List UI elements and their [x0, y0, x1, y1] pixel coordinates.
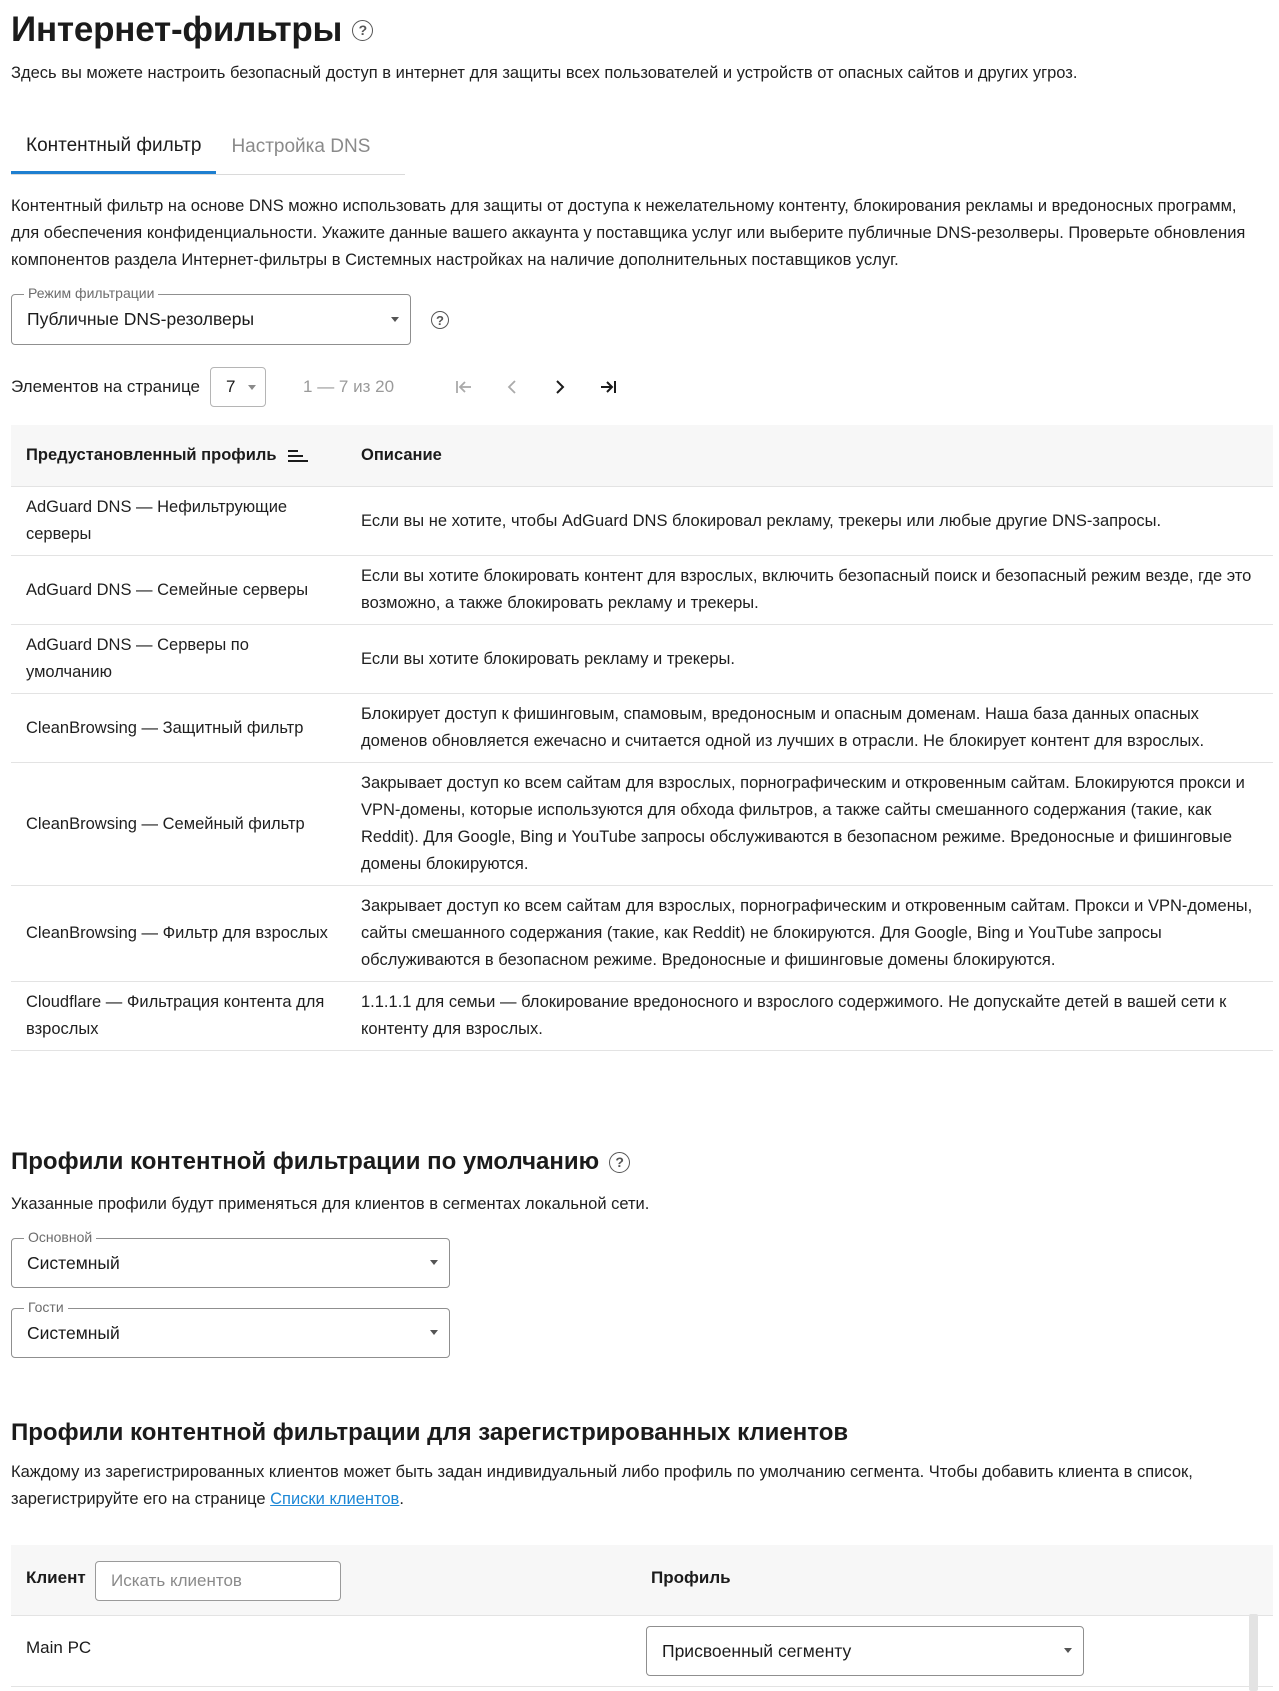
column-profile-label: Предустановленный профиль: [26, 446, 277, 464]
column-description: Описание: [346, 425, 1273, 487]
clients-table: [11, 1545, 1273, 1687]
profile-name: AdGuard DNS — Серверы по умолчанию: [11, 625, 346, 694]
items-per-page-value: 7: [226, 377, 236, 396]
profile-name: AdGuard DNS — Семейные серверы: [11, 556, 346, 625]
column-profile[interactable]: [11, 425, 346, 487]
filter-mode-legend: Режим фильтрации: [24, 285, 158, 301]
profile-description: Если вы хотите блокировать контент для взрослых, включить безопасный поиск и безопасный режим везде, где это возможно, а также блокировать рекламу и трекеры.: [346, 556, 1273, 625]
tab-content-filter[interactable]: Контентный фильтр: [11, 120, 216, 174]
guests-profile-select[interactable]: [11, 1299, 450, 1358]
profile-description: Если вы не хотите, чтобы AdGuard DNS блокировал рекламу, трекеры или любые другие DNS-запросы.: [346, 487, 1273, 556]
table-row: [11, 1616, 1273, 1687]
items-per-page-select[interactable]: [210, 367, 266, 407]
table-row: [11, 763, 1273, 886]
dropdown-arrow-icon: [430, 1260, 438, 1265]
table-row: [11, 886, 1273, 982]
dropdown-arrow-icon: [391, 317, 399, 322]
profile-name: CleanBrowsing — Семейный фильтр: [11, 763, 346, 886]
profile-description: Блокирует доступ к фишинговым, спамовым, вредоносным и опасным доменам. Наша база данных опасных доменов обновляется ежечасно и считается одной из лучших в отрасли. Не блокирует контент для взрослых.: [346, 694, 1273, 763]
next-page-icon[interactable]: [536, 367, 584, 407]
client-profile-select[interactable]: [646, 1626, 1084, 1676]
profiles-table: [11, 425, 1273, 1051]
dropdown-arrow-icon: [248, 385, 256, 390]
dropdown-arrow-icon: [430, 1330, 438, 1335]
registered-title-row: [11, 1419, 848, 1447]
prev-page-icon[interactable]: [488, 367, 536, 407]
profiles-table-header: [11, 425, 1273, 487]
column-profile: Профиль: [651, 1568, 731, 1587]
table-row: [11, 982, 1273, 1051]
registered-description-text: Каждому из зарегистрированных клиентов может быть задан индивидуальный либо профиль по умолчанию сегмента. Чтобы добавить клиента в список, зарегистрируйте его на странице: [11, 1463, 1193, 1508]
registered-description-end: .: [399, 1490, 404, 1508]
default-profiles-description: Указанные профили будут применяться для клиентов в сегментах локальной сети.: [11, 1195, 650, 1213]
page-title: Интернет-фильтры: [11, 10, 343, 49]
registered-title: Профили контентной фильтрации для зарегистрированных клиентов: [11, 1419, 849, 1446]
sort-icon[interactable]: [288, 449, 308, 463]
default-profiles-title-row: [11, 1148, 630, 1176]
main-profile-select[interactable]: [11, 1229, 450, 1288]
filter-mode-help-icon[interactable]: ?: [431, 311, 449, 329]
profile-name: AdGuard DNS — Нефильтрующие серверы: [11, 487, 346, 556]
default-profiles-title: Профили контентной фильтрации по умолчанию: [11, 1148, 600, 1175]
client-profile-value: Присвоенный сегменту: [662, 1640, 852, 1661]
profile-name: CleanBrowsing — Фильтр для взрослых: [11, 886, 346, 982]
client-lists-link[interactable]: Списки клиентов: [270, 1490, 400, 1508]
page-description: Здесь вы можете настроить безопасный доступ в интернет для защиты всех пользователей и устройств от опасных сайтов и других угроз.: [11, 64, 1078, 82]
registered-description: [11, 1459, 1261, 1513]
profile-name: Cloudflare — Фильтрация контента для взрослых: [11, 982, 346, 1051]
filter-mode-select[interactable]: [11, 285, 411, 345]
main-profile-value: Системный: [27, 1252, 120, 1273]
profile-description: Закрывает доступ ко всем сайтам для взрослых, порнографическим и откровенным сайтам. Блокируются прокси и VPN-домены, которые используются для обхода фильтров, а также сайты смешанного содержания (такие, как Reddit). Для Google, Bing и YouTube запросы обслуживаются в безопасном режиме. Вредоносные и фишинговые домены блокируются.: [346, 763, 1273, 886]
tab-bar: [11, 120, 405, 175]
profile-description: 1.1.1.1 для семьи — блокирование вредоносного и взрослого содержимого. Не допускайте детей в вашей сети к контенту для взрослых.: [346, 982, 1273, 1051]
guests-profile-legend: Гости: [24, 1299, 68, 1315]
table-row: [11, 694, 1273, 763]
clients-table-header: [11, 1545, 1273, 1616]
profile-description: Закрывает доступ ко всем сайтам для взрослых, порнографическим и откровенным сайтам. Прокси и VPN-домены, сайты смешанного содержания (такие, как Reddit) не блокируются. Для Google, Bing и YouTube запросы обслуживаются в безопасном режиме. Вредоносные и фишинговые домены блокируются.: [346, 886, 1273, 982]
dropdown-arrow-icon: [1064, 1648, 1072, 1653]
pagination-range: 1 — 7 из 20: [303, 377, 395, 396]
pagination: [11, 367, 632, 407]
filter-mode-value: Публичные DNS-резолверы: [27, 309, 255, 329]
table-row: [11, 487, 1273, 556]
main-profile-legend: Основной: [24, 1229, 96, 1245]
guests-profile-value: Системный: [27, 1322, 120, 1343]
profile-name: CleanBrowsing — Защитный фильтр: [11, 694, 346, 763]
items-per-page-label: Элементов на странице: [11, 377, 201, 396]
content-filter-intro: Контентный фильтр на основе DNS можно использовать для защиты от доступа к нежелательному контенту, блокирования рекламы и вредоносных программ, для обеспечения конфиденциальности. Укажите данные вашего аккаунта у поставщика услуг или выберите публичные DNS-резолверы. Проверьте обновления компонентов раздела Интернет-фильтры в Системных настройках на наличие дополнительных поставщиков услуг.: [11, 197, 1246, 269]
page-title-row: [11, 10, 373, 50]
client-search-input[interactable]: [95, 1561, 341, 1601]
help-icon[interactable]: ?: [352, 20, 373, 41]
client-name: Main PC: [26, 1638, 92, 1657]
profile-description: Если вы хотите блокировать рекламу и трекеры.: [346, 625, 1273, 694]
scrollbar[interactable]: [1249, 1614, 1258, 1691]
last-page-icon[interactable]: [584, 367, 632, 407]
tab-dns-settings[interactable]: Настройка DNS: [231, 136, 371, 157]
table-row: [11, 556, 1273, 625]
column-client: Клиент: [26, 1568, 86, 1587]
default-profiles-help-icon[interactable]: ?: [609, 1152, 630, 1173]
table-row: [11, 625, 1273, 694]
first-page-icon[interactable]: [440, 367, 488, 407]
